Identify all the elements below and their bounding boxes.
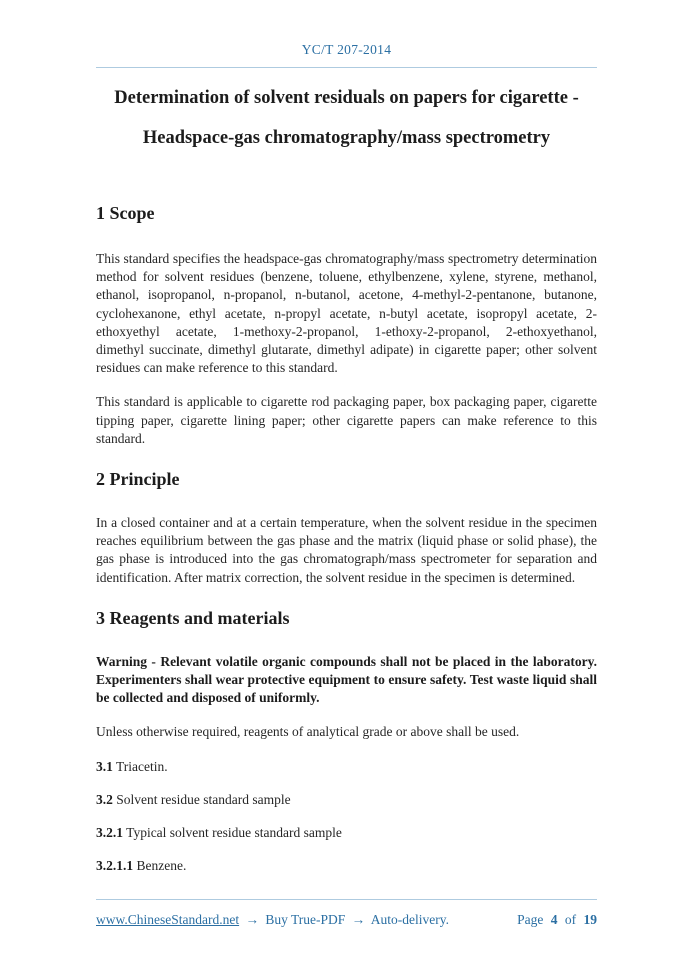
reagent-item-3-1	[96, 758, 597, 776]
page-header	[0, 0, 693, 68]
reagents-note: Unless otherwise required, reagents of analytical grade or above shall be used.	[96, 724, 520, 740]
reagent-item-number: 3.2.1.1	[96, 858, 134, 874]
reagent-item-text: Triacetin.	[116, 758, 168, 774]
page-footer	[96, 899, 597, 928]
of-label: of	[564, 912, 577, 927]
footer-delivery-label: Auto-delivery.	[370, 912, 450, 927]
reagent-item-text: Benzene.	[136, 858, 187, 874]
principle-paragraph-1: In a closed container and at a certain temperature, when the solvent residue in the specimen reaches equilibrium between the gas phase and the matrix (liquid phase or solid phase), the gas phase is introduced into the gas chromatograph/mass spectrometer for separation and identification. After matrix correction, the solvent residue in the specimen is determined.	[96, 515, 597, 585]
document-title	[96, 78, 597, 158]
total-pages: 19	[583, 912, 597, 927]
reagent-item-text: Solvent residue standard sample	[116, 791, 291, 807]
reagent-item-3-2-1	[96, 824, 597, 842]
footer-promo	[96, 912, 452, 928]
scope-paragraph-2: This standard is applicable to cigarette rod packaging paper, box packaging paper, cigarette tipping paper, cigarette lining paper; other cigarette papers can make reference to this standard.	[96, 394, 597, 446]
title-line-2: Headspace-gas chromatography/mass spectrometry	[142, 128, 551, 148]
document-body	[96, 78, 597, 875]
scope-paragraph-1: This standard specifies the headspace-gas chromatography/mass spectrometry determination method for solvent residues (benzene, toluene, ethylbenzene, xylene, styrene, methanol, ethanol, isopropanol, n-propanol, n-butanol, acetone, 4-methyl-2-pentanone, butanone, cyclohexanone, ethyl acetate, n-propyl acetate, n-butyl acetate, isopropyl acetate, 2-ethoxyethyl acetate, 1-methoxy-2-propanol, 1-ethoxy-2-propanol, 2-ethoxyethanol, dimethyl succinate, dimethyl glutarate, dimethyl adipate) in cigarette paper; other solvent residues can make reference to this standard.	[96, 251, 597, 376]
reagent-item-text: Typical solvent residue standard sample	[126, 825, 342, 841]
reagent-item-number: 3.1	[96, 758, 113, 774]
header-divider	[96, 67, 597, 68]
page-number: 4	[550, 912, 558, 927]
section-heading-reagents: 3 Reagents and materials	[96, 607, 290, 628]
reagent-item-number: 3.2.1	[96, 825, 123, 841]
footer-buy-label: Buy True-PDF	[265, 912, 346, 927]
reagent-item-3-2	[96, 791, 597, 809]
section-heading-scope: 1 Scope	[96, 203, 155, 223]
reagent-item-number: 3.2	[96, 791, 113, 807]
doc-number: YC/T 207-2014	[301, 42, 392, 57]
page-indicator	[513, 912, 597, 928]
arrow-right-icon: →	[245, 912, 259, 927]
section-heading-principle: 2 Principle	[96, 469, 180, 490]
page-label: Page	[517, 912, 544, 927]
reagents-warning: Warning - Relevant volatile organic compounds shall not be placed in the laboratory. Experimenters shall wear protective equipment to ensure safety. Test waste liquid shall be collected and disposed of uniformly.	[96, 653, 597, 706]
reagent-item-3-2-1-1	[96, 857, 597, 875]
title-line-1: Determination of solvent residuals on papers for cigarette -	[114, 88, 579, 108]
arrow-right-icon: →	[351, 912, 366, 927]
footer-website-link[interactable]: www.ChineseStandard.net	[96, 912, 240, 927]
